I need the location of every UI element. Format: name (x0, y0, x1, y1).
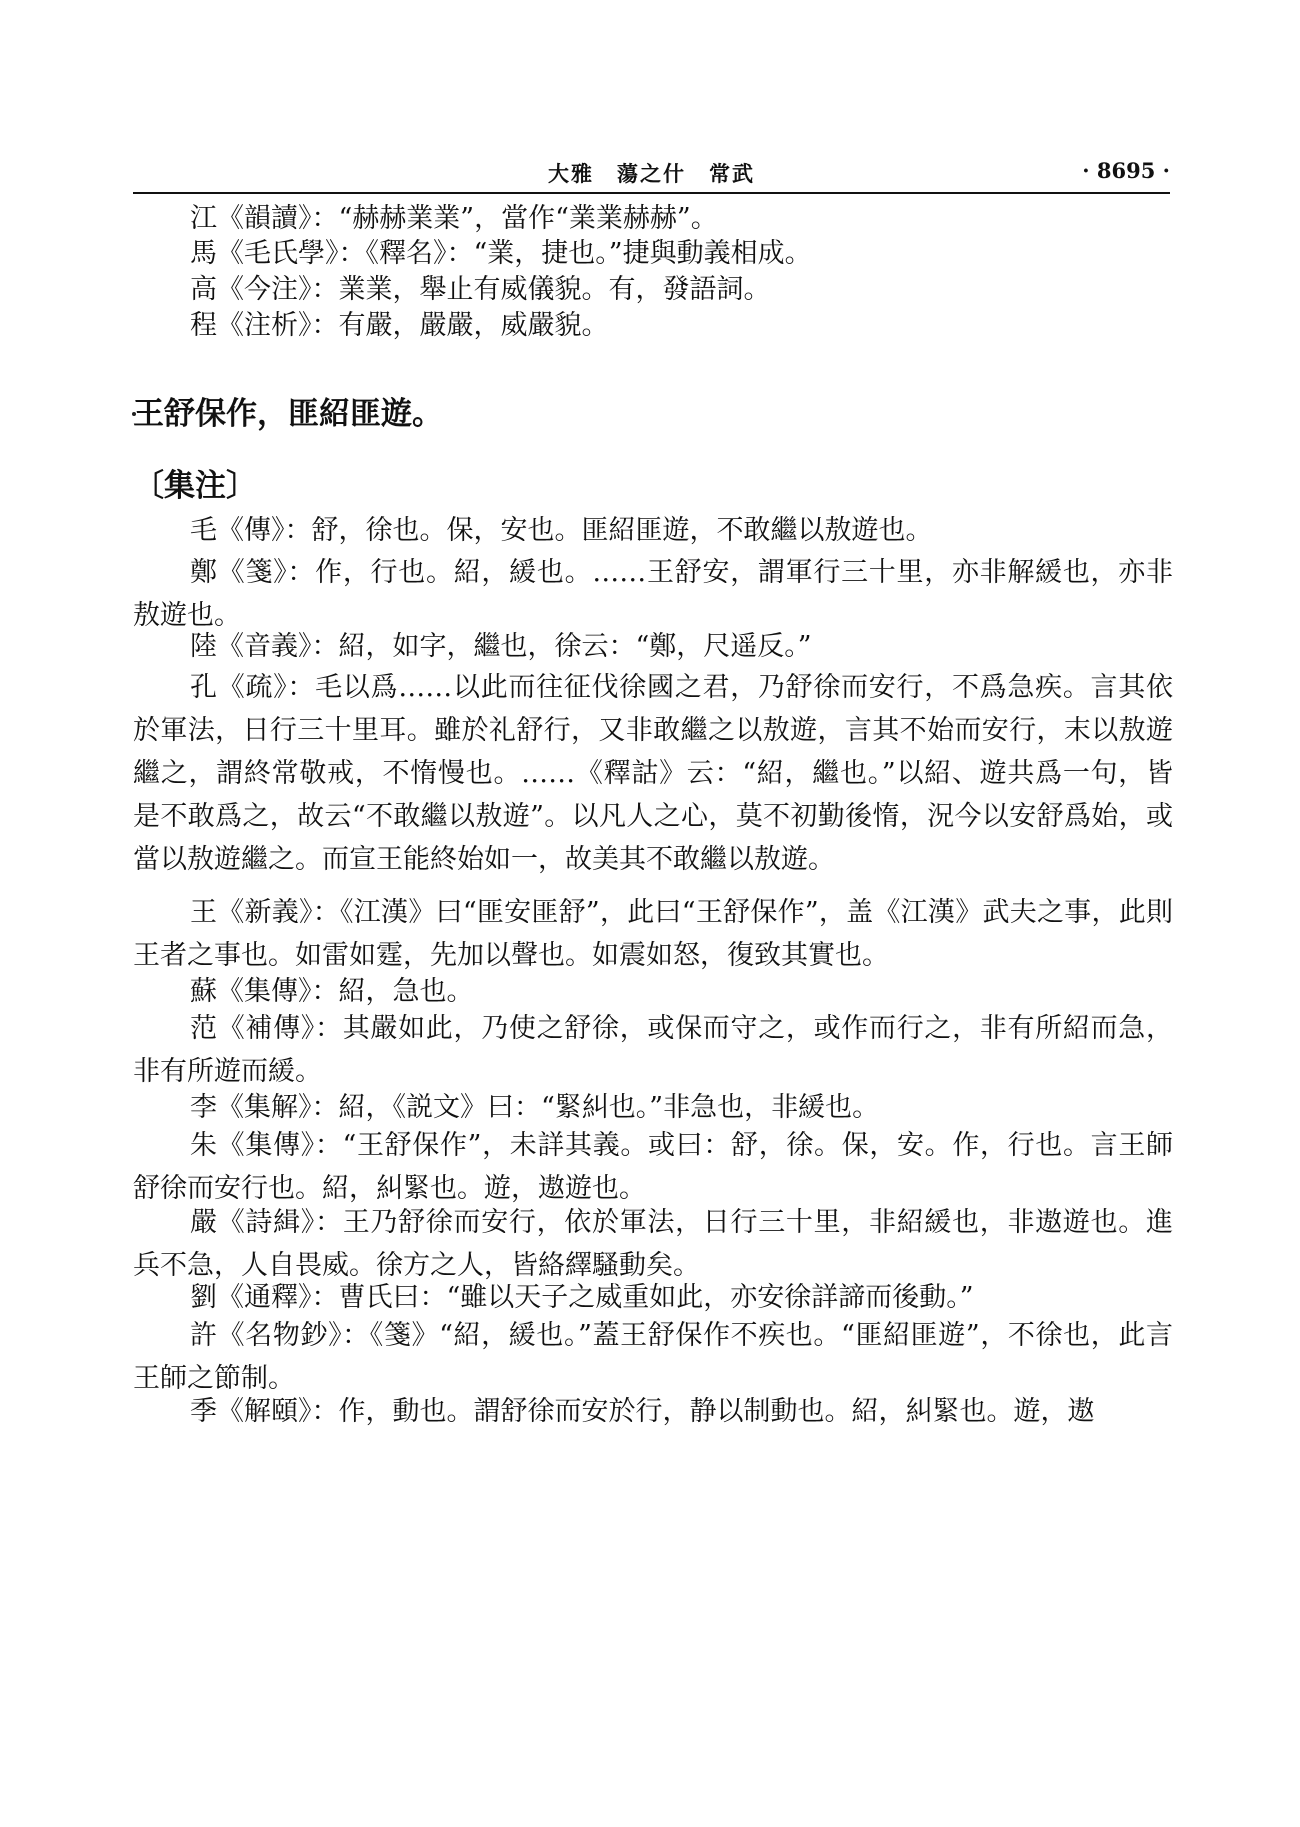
commentary-lu: 陸《音義》：紹，如字，繼也，徐云：“鄭，尺遥反。” (190, 631, 812, 662)
paragraph-jiang: 江《韻讀》：“赫赫業業”，當作“業業赫赫”。 (190, 203, 718, 234)
paragraph-ma: 馬《毛氏學》：《釋名》：“業，捷也。”捷與動義相成。 (190, 238, 812, 269)
section-label: 〔集注〕 (133, 468, 257, 504)
commentary-fan: 范《補傳》：其嚴如此，乃使之舒徐，或保而守之，或作而行之，非有所紹而急，非有所遊而緩。 (133, 1013, 1173, 1087)
commentary-li: 李《集解》：紹，《説文》曰：“緊糾也。”非急也，非緩也。 (190, 1092, 880, 1123)
verse-heading: 王舒保作，匪紹匪遊。 (133, 396, 443, 432)
running-head (133, 158, 1170, 192)
commentary-zhu: 朱《集傳》：“王舒保作”，未詳其義。或曰：舒，徐。保，安。作，行也。言王師舒徐而安行也。紹，糾緊也。遊，遨遊也。 (133, 1130, 1173, 1204)
page-number: · 8695 · (1082, 158, 1170, 183)
commentary-liu: 劉《通釋》：曹氏曰：“雖以天子之威重如此，亦安徐詳諦而後動。” (190, 1282, 974, 1313)
commentary-wang: 王《新義》：《江漢》曰“匪安匪舒”，此曰“王舒保作”，盖《江漢》武夫之事，此則王者之事也。如雷如霆，先加以聲也。如震如怒，復致其實也。 (133, 897, 1173, 971)
commentary-yan: 嚴《詩緝》：王乃舒徐而安行，依於軍法，日行三十里，非紹緩也，非遨遊也。進兵不急，人自畏威。徐方之人，皆絡繹騷動矣。 (133, 1207, 1173, 1281)
paragraph-gao: 高《今注》：業業，舉止有威儀貌。有，發語詞。 (190, 274, 771, 305)
running-head-title: 大雅 蕩之什 常武 (548, 161, 755, 186)
commentary-mao: 毛《傳》：舒，徐也。保，安也。匪紹匪遊，不敢繼以敖遊也。 (190, 515, 933, 546)
commentary-zheng: 鄭《箋》：作，行也。紹，緩也。……王舒安，謂軍行三十里，亦非解緩也，亦非敖遊也。 (133, 557, 1173, 631)
commentary-ji: 季《解頤》：作，動也。謂舒徐而安於行，静以制動也。紹，糾緊也。遊，遨 (190, 1396, 1095, 1427)
commentary-su: 蘇《集傳》：紹，急也。 (190, 976, 474, 1007)
header-rule (133, 192, 1170, 194)
paragraph-cheng: 程《注析》：有嚴，嚴嚴，威嚴貌。 (190, 310, 609, 341)
commentary-kong: 孔《疏》：毛以爲……以此而往征伐徐國之君，乃舒徐而安行，不爲急疾。言其依於軍法，日行三十里耳。雖於礼舒行，又非敢繼之以敖遊，言其不始而安行，末以敖遊繼之，謂終常敬戒，不惰慢也。……《釋詁》云：“紹，繼也。”以紹、遊共爲一句，皆是不敢爲之，故云“不敢繼以敖遊”。以凡人之心，莫不初勤後惰，況今以安舒爲始，或當以敖遊繼之。而宣王能終始如一，故美其不敢繼以敖遊。 (133, 672, 1173, 875)
commentary-xu: 許《名物鈔》：《箋》“紹，緩也。”蓋王舒保作不疾也。“匪紹匪遊”，不徐也，此言王師之節制。 (133, 1320, 1173, 1394)
